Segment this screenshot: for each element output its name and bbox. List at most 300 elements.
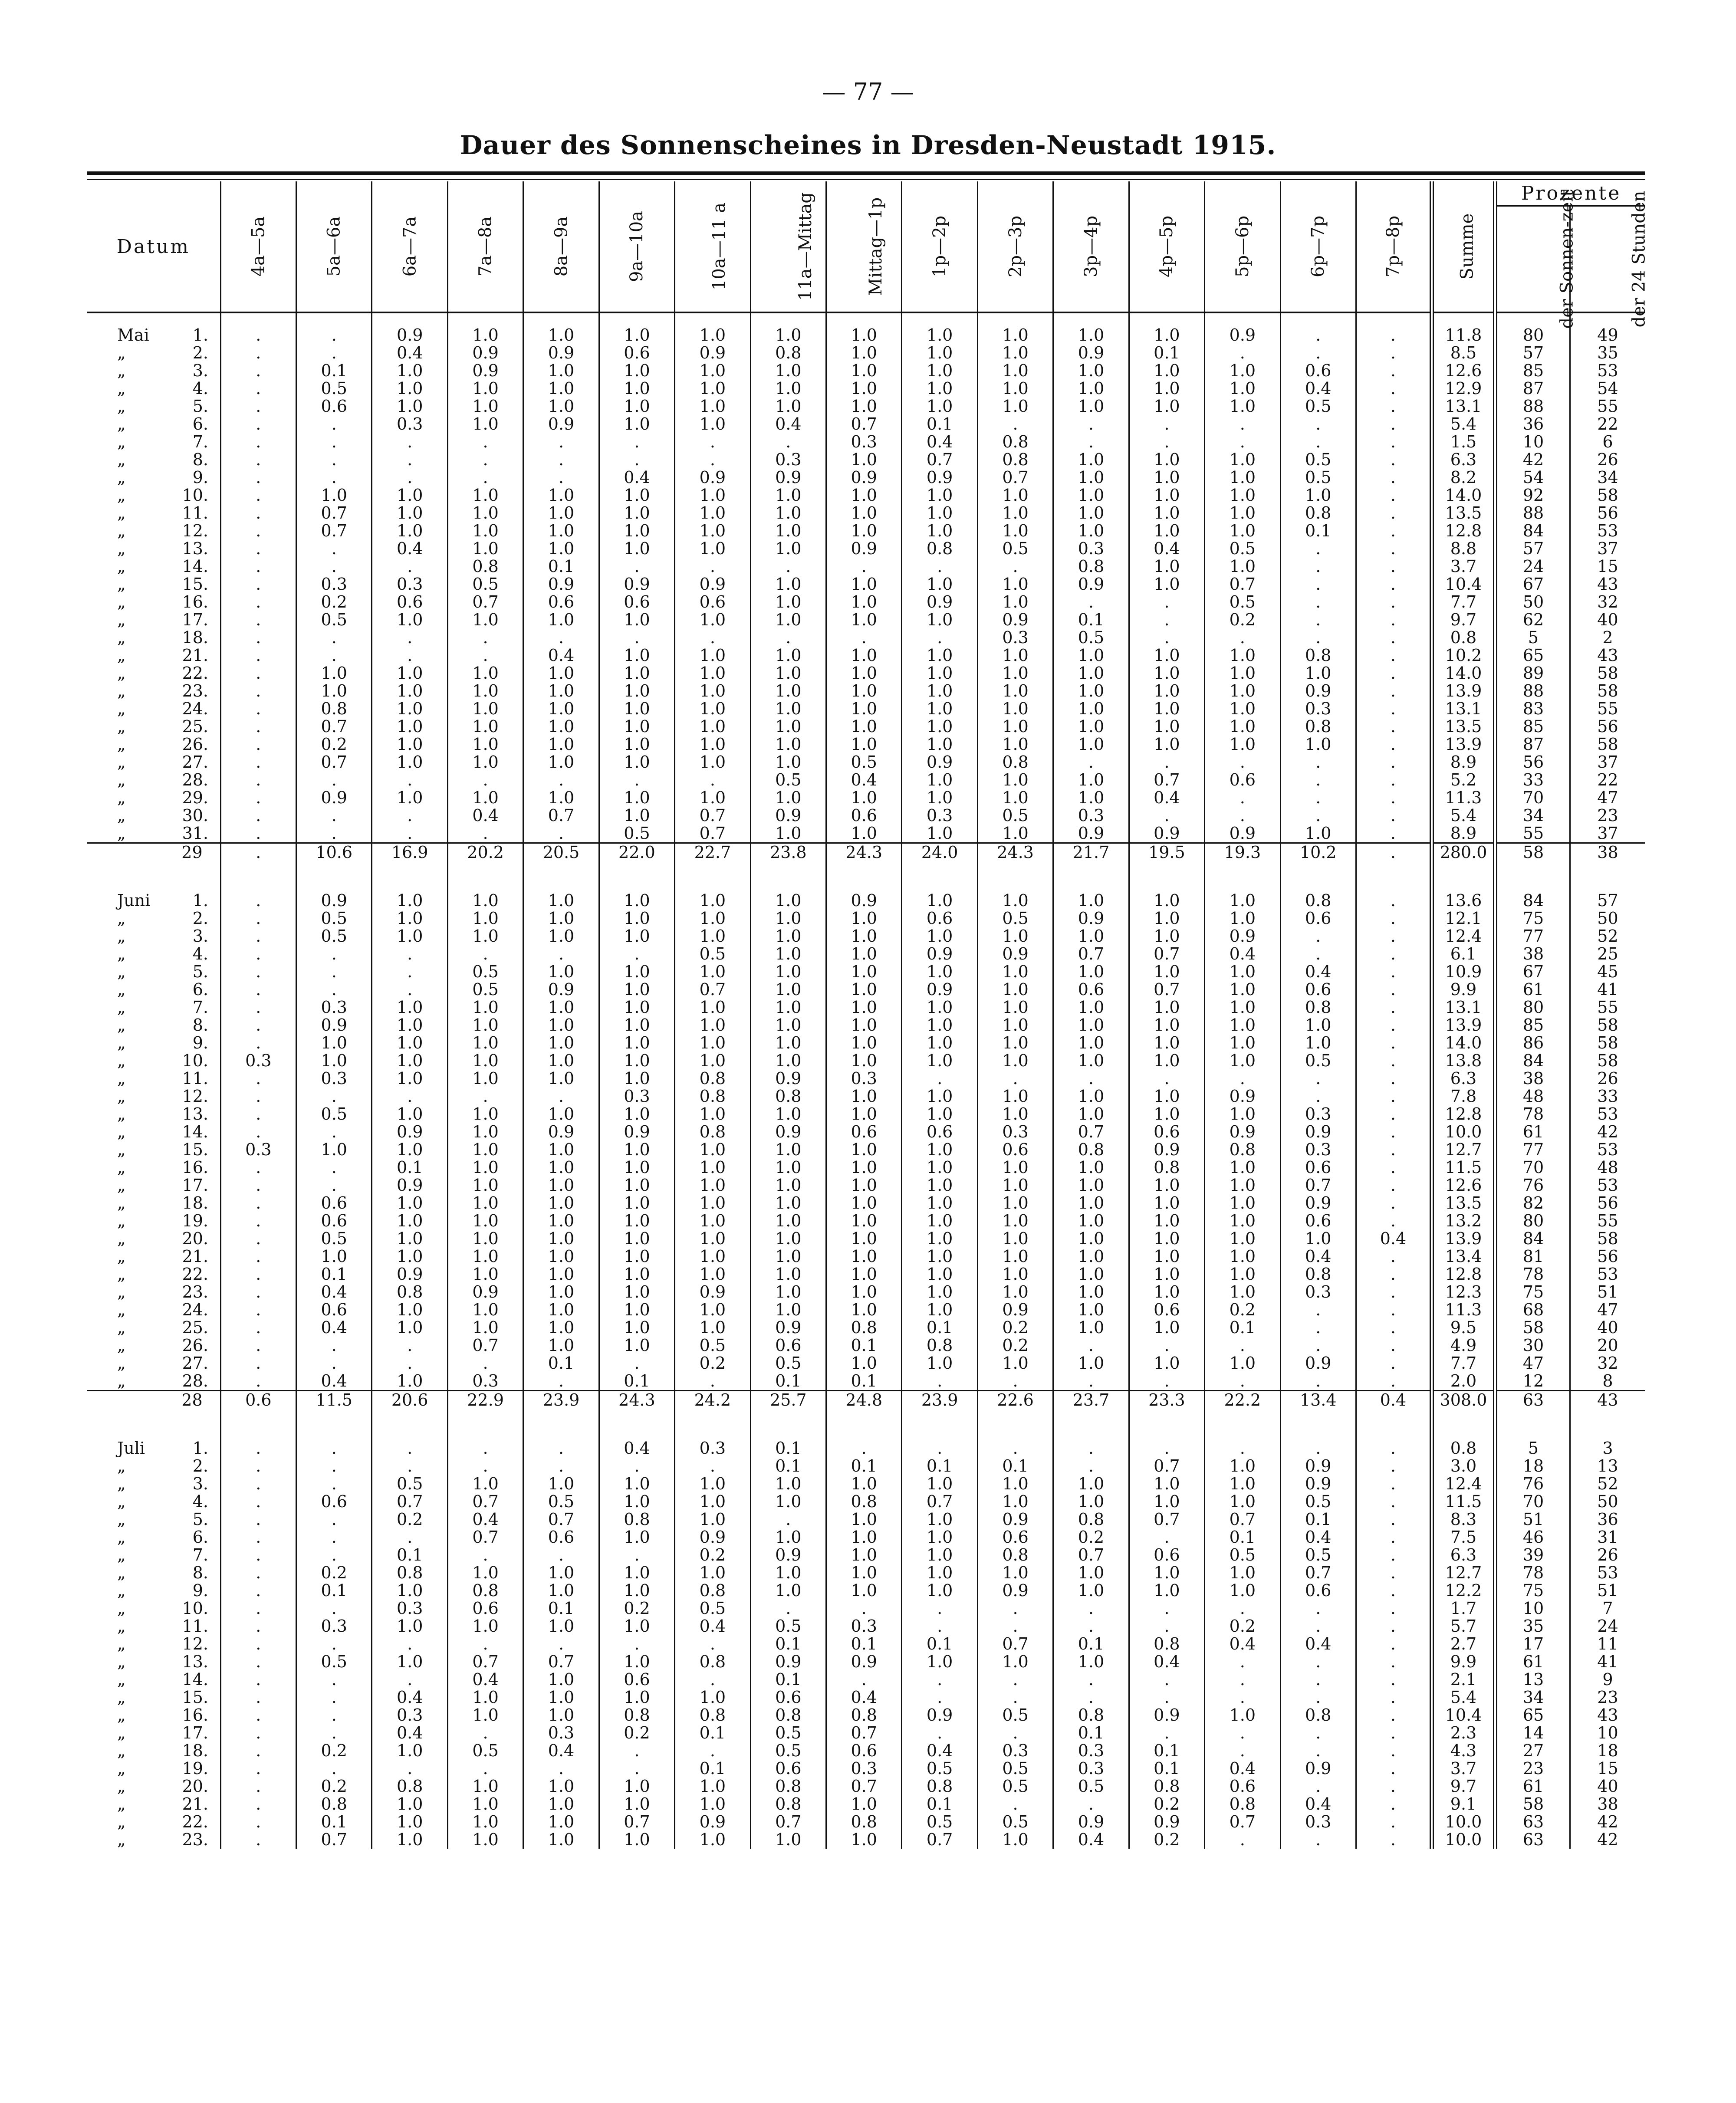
hour-cell: 1.0 — [1053, 1283, 1129, 1301]
hour-cell: . — [675, 1372, 750, 1391]
hour-cell: 1.0 — [599, 1070, 674, 1088]
pct-sunshine-cell: 51 — [1495, 1511, 1570, 1528]
hour-cell: 0.5 — [977, 1706, 1053, 1724]
hour-cell: 1.0 — [750, 593, 826, 611]
hour-cell: 1.0 — [902, 1105, 977, 1123]
hour-cell: 1.0 — [826, 945, 902, 963]
hour-cell: 1.0 — [675, 415, 750, 433]
hour-cell: 1.0 — [675, 736, 750, 753]
hour-cell: 1.0 — [826, 611, 902, 629]
pct-24h-cell: 53 — [1570, 1265, 1645, 1283]
hour-cell: . — [1280, 558, 1356, 575]
hour-cell: 0.6 — [750, 1689, 826, 1706]
hour-cell: 1.0 — [1129, 1493, 1204, 1511]
hour-cell: 0.5 — [675, 1600, 750, 1617]
hour-cell: 1.0 — [826, 1564, 902, 1582]
hour-cell: 0.3 — [1280, 1283, 1356, 1301]
hour-cell: . — [750, 558, 826, 575]
hour-cell: 1.0 — [1053, 486, 1129, 504]
hour-cell: 0.9 — [750, 807, 826, 825]
month-label: „ — [117, 1015, 126, 1035]
hour-cell: . — [977, 558, 1053, 575]
hour-cell: 1.0 — [447, 789, 523, 807]
sum-cell: 4.3 — [1432, 1742, 1495, 1760]
row-date — [87, 1283, 220, 1301]
hour-cell: 0.5 — [1205, 540, 1280, 558]
pct-sunshine-cell: 68 — [1495, 1301, 1570, 1319]
table-row — [87, 415, 1645, 433]
hour-cell: . — [296, 1528, 372, 1546]
hour-cell: 1.0 — [902, 1052, 977, 1070]
hour-cell: . — [1053, 1795, 1129, 1813]
hour-cell: 1.0 — [750, 1016, 826, 1034]
header-hour — [675, 181, 750, 312]
hour-cell: 0.1 — [1053, 611, 1129, 629]
hour-cell: 1.0 — [1205, 1105, 1280, 1123]
hour-cell: . — [296, 469, 372, 486]
hour-cell: 0.1 — [523, 558, 599, 575]
hour-cell: 1.0 — [902, 312, 977, 344]
hour-cell: 0.7 — [1129, 981, 1204, 999]
sum-cell: 12.7 — [1432, 1141, 1495, 1159]
hour-cell: 1.0 — [977, 312, 1053, 344]
hour-cell: 1.0 — [675, 1159, 750, 1176]
hour-cell: 1.0 — [977, 927, 1053, 945]
month-label: Mai — [117, 325, 149, 345]
hour-cell: 1.0 — [1205, 1457, 1280, 1475]
table-row — [87, 1671, 1645, 1689]
pct-sunshine-cell: 58 — [1495, 1319, 1570, 1337]
pct-sunshine-cell: 14 — [1495, 1724, 1570, 1742]
header-pct-sunshine-label: der Sonnen-zeit — [1557, 189, 1577, 329]
pct-24h-cell: 38 — [1570, 1795, 1645, 1813]
hour-cell: . — [1053, 1457, 1129, 1475]
row-date — [87, 1689, 220, 1706]
pct-sunshine-cell: 38 — [1495, 1070, 1570, 1088]
hour-cell: . — [1129, 807, 1204, 825]
hour-cell: . — [1356, 1795, 1431, 1813]
total-cell: 19.5 — [1129, 843, 1204, 862]
hour-cell: . — [372, 963, 447, 981]
hour-cell: 0.2 — [296, 736, 372, 753]
hour-cell: 1.0 — [1129, 1034, 1204, 1052]
hour-cell: 1.0 — [826, 398, 902, 415]
hour-cell: . — [675, 629, 750, 647]
hour-cell: 1.0 — [750, 1475, 826, 1493]
hour-cell: 0.1 — [599, 1372, 674, 1391]
hour-cell: . — [220, 398, 296, 415]
hour-cell: . — [523, 451, 599, 469]
sunshine-table — [87, 181, 1649, 1849]
hour-cell: 1.0 — [977, 789, 1053, 807]
hour-cell: 1.0 — [372, 1319, 447, 1337]
table-row — [87, 1070, 1645, 1088]
hour-cell: 0.7 — [372, 1493, 447, 1511]
hour-cell: 0.6 — [523, 1528, 599, 1546]
hour-cell: 0.6 — [599, 593, 674, 611]
hour-cell: . — [1356, 1511, 1431, 1528]
hour-cell: . — [1205, 629, 1280, 647]
hour-cell: 1.0 — [523, 1283, 599, 1301]
day-label: 2. — [192, 909, 208, 928]
hour-cell: 1.0 — [1205, 1194, 1280, 1212]
table-row — [87, 1742, 1645, 1760]
hour-cell: 1.0 — [372, 736, 447, 753]
hour-cell: . — [296, 771, 372, 789]
hour-cell: . — [1356, 522, 1431, 540]
hour-cell: 1.0 — [750, 1176, 826, 1194]
hour-cell: . — [220, 1016, 296, 1034]
day-label: 15. — [182, 1140, 208, 1159]
hour-cell: 0.4 — [1280, 1635, 1356, 1653]
hour-cell: . — [977, 1070, 1053, 1088]
hour-cell: 1.0 — [977, 398, 1053, 415]
hour-cell: . — [296, 1337, 372, 1354]
hour-cell: . — [1356, 1123, 1431, 1141]
hour-cell: . — [1356, 433, 1431, 451]
hour-cell: . — [372, 1426, 447, 1457]
hour-cell: 0.8 — [372, 1283, 447, 1301]
gap-cell — [1356, 861, 1431, 879]
total-cell: 0.4 — [1356, 1391, 1431, 1410]
day-label: 5. — [192, 1510, 208, 1529]
hour-cell: 1.0 — [675, 1034, 750, 1052]
hour-cell: 1.0 — [447, 611, 523, 629]
gap-cell — [1495, 861, 1570, 879]
hour-cell: 0.7 — [1129, 1511, 1204, 1528]
hour-cell: . — [1053, 1426, 1129, 1457]
hour-cell: 0.9 — [902, 469, 977, 486]
hour-cell: . — [902, 1617, 977, 1635]
pct-sunshine-cell: 56 — [1495, 753, 1570, 771]
hour-cell: . — [1053, 1337, 1129, 1354]
hour-cell: 1.0 — [447, 1194, 523, 1212]
hour-cell: 1.0 — [675, 963, 750, 981]
hour-cell: 1.0 — [523, 1194, 599, 1212]
hour-cell: 0.4 — [1280, 380, 1356, 398]
hour-cell: 1.0 — [447, 879, 523, 910]
month-label: „ — [117, 1318, 126, 1337]
total-days: 29 — [87, 843, 220, 862]
pct-sunshine-cell: 61 — [1495, 981, 1570, 999]
hour-cell: 1.0 — [447, 1778, 523, 1795]
hour-cell: 1.0 — [296, 664, 372, 682]
hour-cell: . — [1129, 433, 1204, 451]
hour-cell: 1.0 — [523, 999, 599, 1016]
hour-cell: 0.9 — [750, 469, 826, 486]
row-date — [87, 1034, 220, 1052]
day-label: 19. — [182, 1759, 208, 1778]
hour-cell: 1.0 — [902, 771, 977, 789]
hour-cell: 1.0 — [826, 1546, 902, 1564]
hour-cell: 1.0 — [1053, 682, 1129, 700]
pct-sunshine-cell: 84 — [1495, 879, 1570, 910]
total-cell: 25.7 — [750, 1391, 826, 1410]
table-row — [87, 718, 1645, 736]
table-row — [87, 789, 1645, 807]
sum-cell: 10.4 — [1432, 1706, 1495, 1724]
pct-sunshine-cell: 81 — [1495, 1248, 1570, 1265]
pct-24h-cell: 37 — [1570, 753, 1645, 771]
hour-cell: 0.8 — [675, 1582, 750, 1600]
hour-cell: . — [1356, 1653, 1431, 1671]
gap-cell — [87, 861, 220, 879]
pct-24h-cell: 45 — [1570, 963, 1645, 981]
hour-cell: . — [372, 1088, 447, 1105]
hour-cell: 1.0 — [599, 415, 674, 433]
row-date — [87, 807, 220, 825]
hour-cell: . — [372, 981, 447, 999]
row-date — [87, 1088, 220, 1105]
day-label: 1. — [192, 891, 208, 910]
hour-cell: 0.1 — [902, 1457, 977, 1475]
month-label: „ — [117, 1759, 126, 1778]
pct-24h-cell: 50 — [1570, 1493, 1645, 1511]
table-row — [87, 558, 1645, 575]
hour-cell: 1.0 — [826, 1831, 902, 1849]
hour-cell: 0.9 — [1280, 1475, 1356, 1493]
table-row — [87, 433, 1645, 451]
hour-cell: 0.1 — [296, 1813, 372, 1831]
sum-cell: 9.7 — [1432, 1778, 1495, 1795]
hour-cell: . — [372, 1760, 447, 1778]
hour-cell: 0.4 — [599, 1426, 674, 1457]
month-label: „ — [117, 735, 126, 754]
hour-cell: 0.9 — [750, 1546, 826, 1564]
hour-cell: 1.0 — [1053, 1653, 1129, 1671]
hour-cell: 1.0 — [599, 789, 674, 807]
hour-cell: . — [1205, 1671, 1280, 1689]
pct-sunshine-cell: 18 — [1495, 1457, 1570, 1475]
hour-cell: 1.0 — [902, 362, 977, 380]
month-label: „ — [117, 1581, 126, 1600]
hour-cell: 0.2 — [372, 1511, 447, 1528]
hour-cell: 0.7 — [675, 981, 750, 999]
gap-cell — [1053, 861, 1129, 879]
hour-cell: 1.0 — [750, 753, 826, 771]
hour-cell: 1.0 — [523, 611, 599, 629]
table-row — [87, 1528, 1645, 1546]
sum-cell: 9.5 — [1432, 1319, 1495, 1337]
sum-cell: 12.4 — [1432, 1475, 1495, 1493]
hour-cell: 1.0 — [1053, 1176, 1129, 1194]
day-label: 3. — [192, 361, 208, 380]
hour-cell: 0.8 — [296, 700, 372, 718]
hour-cell: . — [1280, 945, 1356, 963]
table-row — [87, 1283, 1645, 1301]
hour-cell: 1.0 — [1129, 451, 1204, 469]
table-row — [87, 1778, 1645, 1795]
hour-cell: 1.0 — [977, 362, 1053, 380]
hour-cell: . — [296, 1475, 372, 1493]
hour-cell: . — [1356, 1105, 1431, 1123]
gap-cell — [826, 1409, 902, 1426]
pct-sunshine-cell: 30 — [1495, 1337, 1570, 1354]
pct-24h-cell: 58 — [1570, 736, 1645, 753]
gap-cell — [523, 1409, 599, 1426]
hour-cell: 1.0 — [750, 1301, 826, 1319]
hour-cell: 1.0 — [977, 963, 1053, 981]
gap-cell — [1129, 861, 1204, 879]
hour-cell: 0.5 — [750, 1742, 826, 1760]
header-hour-label: 4a—5a — [248, 216, 269, 277]
hour-cell: . — [296, 1724, 372, 1742]
hour-cell: 1.0 — [1129, 312, 1204, 344]
hour-cell: 1.0 — [599, 736, 674, 753]
hour-cell: 0.8 — [1053, 1141, 1129, 1159]
hour-cell: 0.7 — [977, 1635, 1053, 1653]
table-row — [87, 486, 1645, 504]
pct-sunshine-cell: 70 — [1495, 1159, 1570, 1176]
hour-cell: 1.0 — [675, 1319, 750, 1337]
table-row — [87, 1265, 1645, 1283]
month-label: „ — [117, 1265, 126, 1284]
hour-cell: 1.0 — [1129, 486, 1204, 504]
hour-cell: . — [1356, 771, 1431, 789]
hour-cell: 1.0 — [750, 945, 826, 963]
hour-cell: 1.0 — [675, 611, 750, 629]
pct-24h-cell: 26 — [1570, 1070, 1645, 1088]
hour-cell: . — [1356, 736, 1431, 753]
hour-cell: 1.0 — [977, 1034, 1053, 1052]
hour-cell: . — [1356, 1426, 1431, 1457]
row-date — [87, 1319, 220, 1337]
hour-cell: 0.7 — [1053, 945, 1129, 963]
hour-cell: . — [1205, 753, 1280, 771]
hour-cell: 0.6 — [447, 1600, 523, 1617]
hour-cell: 0.8 — [372, 1778, 447, 1795]
hour-cell: 1.0 — [599, 1248, 674, 1265]
total-cell: 23.3 — [1129, 1391, 1204, 1410]
hour-cell: 0.8 — [977, 1546, 1053, 1564]
hour-cell: . — [523, 1088, 599, 1105]
hour-cell: 1.0 — [750, 700, 826, 718]
hour-cell: 1.0 — [372, 753, 447, 771]
hour-cell: . — [220, 910, 296, 927]
gap-cell — [1280, 1409, 1356, 1426]
sum-cell: 12.4 — [1432, 927, 1495, 945]
hour-cell: 1.0 — [1280, 736, 1356, 753]
hour-cell: 0.4 — [826, 771, 902, 789]
sum-cell: 14.0 — [1432, 664, 1495, 682]
hour-cell: 1.0 — [599, 910, 674, 927]
hour-cell: . — [599, 1742, 674, 1760]
hour-cell: . — [372, 771, 447, 789]
header-hour — [1129, 181, 1204, 312]
hour-cell: 0.9 — [750, 1070, 826, 1088]
month-label: „ — [117, 1617, 126, 1636]
month-label: „ — [117, 1033, 126, 1052]
day-label: 14. — [182, 1122, 208, 1141]
gap-cell — [1570, 1409, 1645, 1426]
hour-cell: 1.0 — [372, 1034, 447, 1052]
hour-cell: 0.3 — [220, 1141, 296, 1159]
hour-cell: 1.0 — [1205, 1475, 1280, 1493]
hour-cell: 1.0 — [1053, 963, 1129, 981]
hour-cell: . — [296, 1760, 372, 1778]
hour-cell: . — [523, 825, 599, 843]
hour-cell: . — [1356, 1052, 1431, 1070]
hour-cell: 1.0 — [599, 1034, 674, 1052]
hour-cell: 1.0 — [447, 540, 523, 558]
hour-cell: 1.0 — [447, 1141, 523, 1159]
gap-cell — [220, 1409, 296, 1426]
gap-cell — [977, 861, 1053, 879]
hour-cell: 1.0 — [447, 522, 523, 540]
gap-cell — [1432, 1409, 1495, 1426]
table-row — [87, 1724, 1645, 1742]
hour-cell: 0.5 — [296, 1653, 372, 1671]
hour-cell: 0.1 — [826, 1372, 902, 1391]
hour-cell: 0.6 — [750, 1337, 826, 1354]
hour-cell: . — [826, 1600, 902, 1617]
hour-cell: 1.0 — [599, 1653, 674, 1671]
day-label: 12. — [182, 1634, 208, 1653]
hour-cell: 1.0 — [902, 380, 977, 398]
total-days: 28 — [87, 1391, 220, 1410]
hour-cell: 0.5 — [1280, 451, 1356, 469]
row-date — [87, 927, 220, 945]
hour-cell: 1.0 — [1129, 1248, 1204, 1265]
day-label: 23. — [182, 1282, 208, 1301]
hour-cell: 0.9 — [1129, 1141, 1204, 1159]
table-row — [87, 999, 1645, 1016]
hour-cell: 1.0 — [1205, 504, 1280, 522]
hour-cell: 1.0 — [750, 1230, 826, 1248]
hour-cell: 0.5 — [977, 1813, 1053, 1831]
gap-cell — [447, 861, 523, 879]
hour-cell: 1.0 — [750, 1283, 826, 1301]
hour-cell: . — [1280, 344, 1356, 362]
hour-cell: 1.0 — [372, 362, 447, 380]
pct-sunshine-cell: 23 — [1495, 1760, 1570, 1778]
header-summe-label: Summe — [1457, 213, 1477, 280]
sum-cell: 5.4 — [1432, 415, 1495, 433]
hour-cell: 1.0 — [296, 486, 372, 504]
hour-cell: 1.0 — [826, 789, 902, 807]
sum-cell: 10.0 — [1432, 1123, 1495, 1141]
table-row — [87, 647, 1645, 664]
hour-cell: . — [296, 945, 372, 963]
hour-cell: 0.3 — [1053, 540, 1129, 558]
hour-cell: 0.9 — [675, 1813, 750, 1831]
total-cell: 13.4 — [1280, 1391, 1356, 1410]
hour-cell: . — [1356, 1016, 1431, 1034]
hour-cell: . — [296, 433, 372, 451]
header-pct-24h — [1570, 191, 1649, 328]
hour-cell: . — [1280, 1319, 1356, 1337]
hour-cell: 0.2 — [1205, 1617, 1280, 1635]
header-hour — [523, 181, 599, 312]
pct-24h-cell: 54 — [1570, 380, 1645, 398]
hour-cell: . — [523, 1426, 599, 1457]
hour-cell: 1.0 — [977, 380, 1053, 398]
header-hour-label: 7a—8a — [475, 216, 496, 277]
hour-cell: . — [296, 1457, 372, 1475]
hour-cell: . — [220, 575, 296, 593]
pct-sunshine-cell: 61 — [1495, 1123, 1570, 1141]
hour-cell: 1.0 — [902, 1141, 977, 1159]
hour-cell: 1.0 — [372, 1016, 447, 1034]
pct-sunshine-cell: 38 — [1495, 945, 1570, 963]
hour-cell: . — [1356, 1176, 1431, 1194]
hour-cell: 1.0 — [675, 1176, 750, 1194]
hour-cell: 1.0 — [1280, 1016, 1356, 1034]
hour-cell: 1.0 — [447, 1105, 523, 1123]
row-date — [87, 611, 220, 629]
hour-cell: 0.9 — [977, 611, 1053, 629]
hour-cell: 1.0 — [675, 910, 750, 927]
